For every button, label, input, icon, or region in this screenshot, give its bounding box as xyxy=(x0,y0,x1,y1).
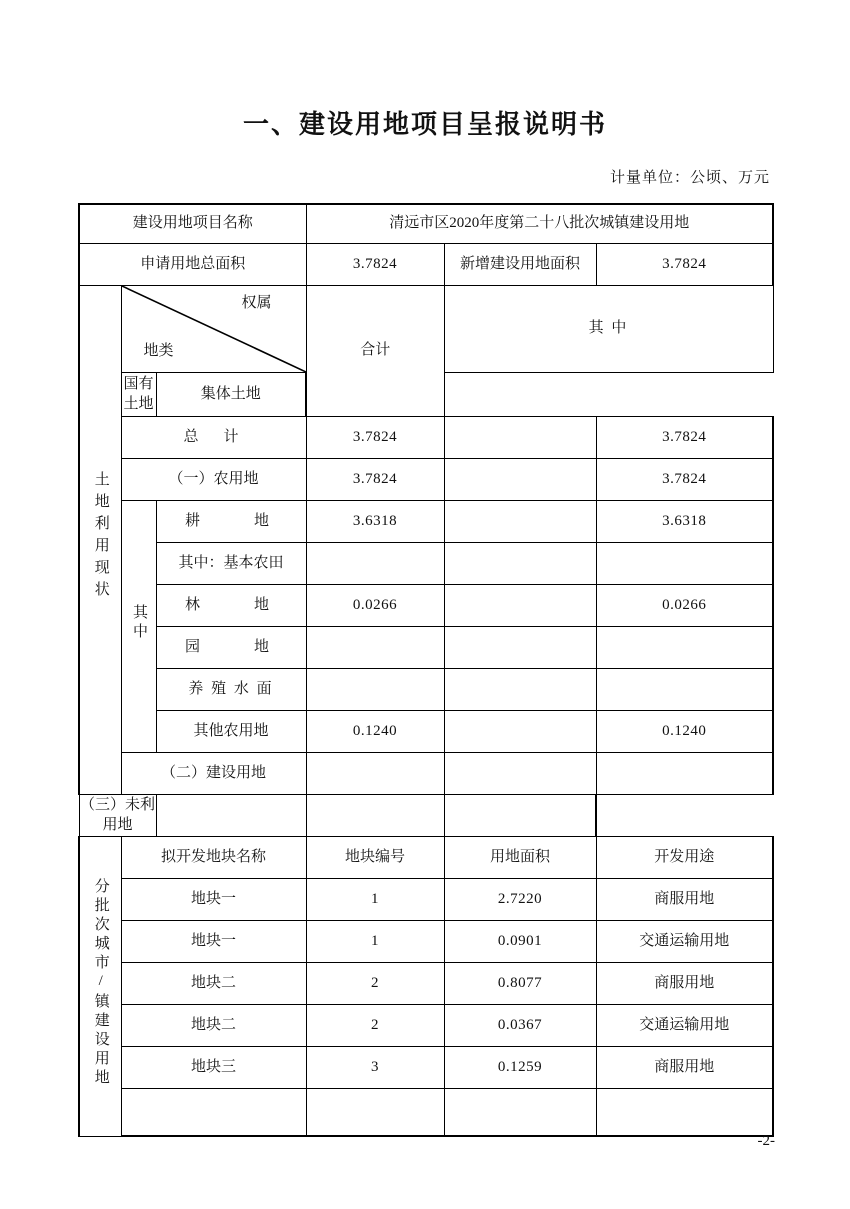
plot-row-area: 0.0367 xyxy=(444,1005,596,1047)
land-row-state-owned xyxy=(444,669,596,711)
land-row-collective: 0.0266 xyxy=(596,585,773,627)
page-title: 一、建设用地项目呈报说明书 xyxy=(242,110,607,139)
plot-row-name: 地块一 xyxy=(121,879,306,921)
plot-row-code xyxy=(306,1089,444,1137)
table-row xyxy=(79,711,773,753)
table-row xyxy=(79,795,773,837)
land-row-label: 总 计 xyxy=(121,417,306,459)
table-row xyxy=(79,669,773,711)
land-row-state-owned xyxy=(444,585,596,627)
table-row-project-name xyxy=(79,204,773,244)
new-construction-label: 新增建设用地面积 xyxy=(444,244,596,286)
land-row-total: 0.1240 xyxy=(306,711,444,753)
diagonal-header-ownership: 权属 xyxy=(241,295,272,311)
section-label-land-use xyxy=(79,286,121,795)
project-name-value: 清远市区2020年度第二十八批次城镇建设用地 xyxy=(306,204,773,244)
column-header-plot-area: 用地面积 xyxy=(444,837,596,879)
land-row-label: （二）建设用地 xyxy=(121,753,306,795)
land-row-label: （一）农用地 xyxy=(121,459,306,501)
land-row-label: 耕 地 xyxy=(156,501,306,543)
land-row-total: 3.6318 xyxy=(306,501,444,543)
plot-row-use: 商服用地 xyxy=(596,963,773,1005)
land-row-total: 0.0266 xyxy=(306,585,444,627)
land-row-label: 园 地 xyxy=(156,627,306,669)
land-row-collective xyxy=(596,669,773,711)
new-construction-value: 3.7824 xyxy=(596,244,773,286)
plot-row-area: 0.8077 xyxy=(444,963,596,1005)
project-name-label: 建设用地项目名称 xyxy=(79,204,306,244)
land-row-total xyxy=(306,669,444,711)
land-row-state-owned xyxy=(444,459,596,501)
diagonal-header-cell xyxy=(121,286,306,373)
column-header-total: 合计 xyxy=(306,286,444,417)
section-label-batch-city xyxy=(79,837,121,1137)
land-row-state-owned xyxy=(444,627,596,669)
land-row-label: 林 地 xyxy=(156,585,306,627)
table-row xyxy=(79,585,773,627)
land-row-collective: 0.1240 xyxy=(596,711,773,753)
plot-row-use: 交通运输用地 xyxy=(596,1005,773,1047)
sub-group-label-qizhong xyxy=(121,501,156,753)
column-header-plot-use: 开发用途 xyxy=(596,837,773,879)
plot-row-area: 0.0901 xyxy=(444,921,596,963)
plot-row-name: 地块二 xyxy=(121,1005,306,1047)
plot-row-use: 商服用地 xyxy=(596,879,773,921)
land-row-state-owned xyxy=(306,795,444,837)
land-row-state-owned xyxy=(444,417,596,459)
sub-group-label-text: 其中 xyxy=(131,604,147,643)
land-row-state-owned xyxy=(444,711,596,753)
land-row-collective xyxy=(596,627,773,669)
diagonal-header-landtype: 地类 xyxy=(143,342,174,359)
column-header-state-owned: 国有土地 xyxy=(121,373,156,417)
plot-row-name: 地块三 xyxy=(121,1047,306,1089)
land-row-total: 3.7824 xyxy=(306,459,444,501)
land-row-total xyxy=(306,627,444,669)
table-row xyxy=(79,879,773,921)
table-row xyxy=(79,1089,773,1137)
table-row xyxy=(79,921,773,963)
table-row xyxy=(79,501,773,543)
land-row-total: 3.7824 xyxy=(306,417,444,459)
table-row-header-diagonal xyxy=(79,286,773,373)
plot-row-use: 交通运输用地 xyxy=(596,921,773,963)
column-header-plot-name: 拟开发地块名称 xyxy=(121,837,306,879)
section-label-batch-city-text: 分批次城市/镇建设用地 xyxy=(92,878,109,1088)
table-row-plot-header xyxy=(79,837,773,879)
land-row-label: 养 殖 水 面 xyxy=(156,669,306,711)
table-row xyxy=(79,1047,773,1089)
plot-row-use: 商服用地 xyxy=(596,1047,773,1089)
plot-row-code: 2 xyxy=(306,963,444,1005)
column-header-plot-code: 地块编号 xyxy=(306,837,444,879)
land-row-state-owned xyxy=(444,753,596,795)
plot-row-area: 2.7220 xyxy=(444,879,596,921)
land-row-label: 其中：基本农田 xyxy=(156,543,306,585)
plot-row-area: 0.1259 xyxy=(444,1047,596,1089)
land-row-collective: 3.6318 xyxy=(596,501,773,543)
plot-row-code: 2 xyxy=(306,1005,444,1047)
measurement-unit-note: 计量单位：公顷、万元 xyxy=(609,170,770,186)
plot-row-use xyxy=(596,1089,773,1137)
land-row-state-owned xyxy=(444,501,596,543)
plot-row-area xyxy=(444,1089,596,1137)
land-row-collective: 3.7824 xyxy=(596,459,773,501)
plot-row-code: 3 xyxy=(306,1047,444,1089)
column-header-collective: 集体土地 xyxy=(156,373,306,417)
land-row-total xyxy=(306,543,444,585)
plot-row-name xyxy=(121,1089,306,1137)
plot-row-code: 1 xyxy=(306,921,444,963)
land-row-total xyxy=(156,795,306,837)
table-row xyxy=(79,627,773,669)
land-report-table xyxy=(78,203,772,1137)
land-row-collective: 3.7824 xyxy=(596,417,773,459)
section-label-land-use-text: 土地利用现状 xyxy=(92,470,109,603)
total-area-label: 申请用地总面积 xyxy=(79,244,306,286)
plot-row-name: 地块一 xyxy=(121,921,306,963)
land-row-collective xyxy=(596,543,773,585)
page-number: -2- xyxy=(757,1133,775,1149)
table-row xyxy=(79,963,773,1005)
land-row-collective xyxy=(444,795,596,837)
table-row xyxy=(79,1005,773,1047)
land-row-total xyxy=(306,753,444,795)
land-row-label: 其他农用地 xyxy=(156,711,306,753)
column-header-group: 其 中 xyxy=(444,286,773,373)
plot-row-name: 地块二 xyxy=(121,963,306,1005)
table-row xyxy=(79,753,773,795)
total-area-value: 3.7824 xyxy=(306,244,444,286)
land-row-collective xyxy=(596,753,773,795)
table-row-total-area xyxy=(79,244,773,286)
land-row-state-owned xyxy=(444,543,596,585)
table-row xyxy=(79,459,773,501)
table-row xyxy=(79,417,773,459)
table-row xyxy=(79,543,773,585)
plot-row-code: 1 xyxy=(306,879,444,921)
land-row-label: （三）未利用地 xyxy=(79,795,156,837)
